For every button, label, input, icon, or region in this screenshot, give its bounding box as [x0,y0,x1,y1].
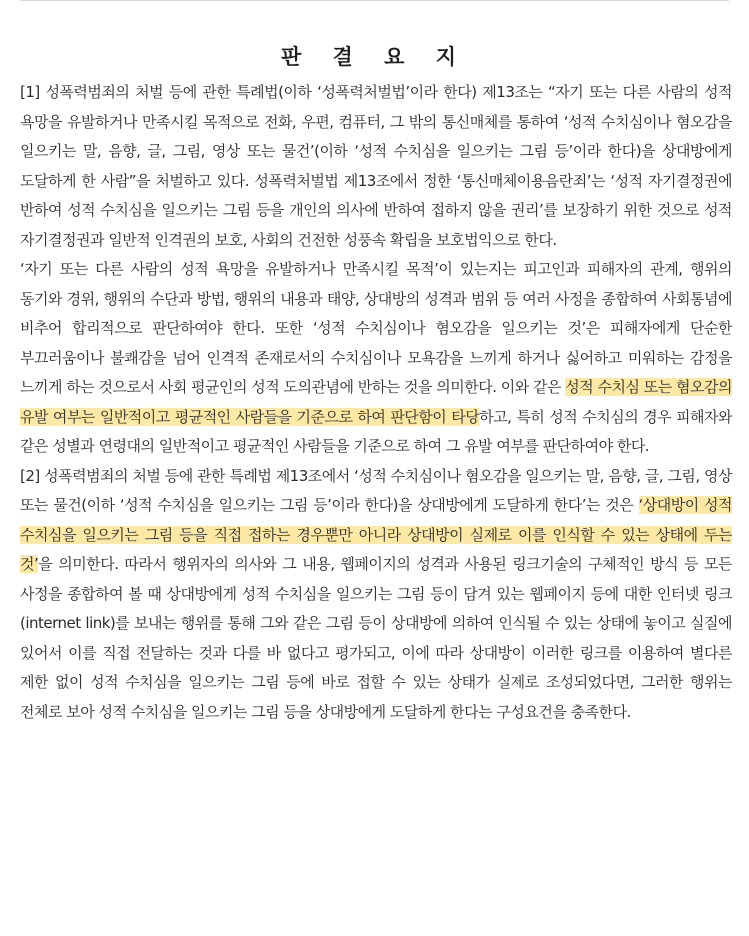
paragraph-text: 하고, 특히 성적 수치심의 경우 피해자와 같은 성별과 연령대의 일반적이고 평균적인 사람들을 기준으로 하여 그 유발 여부를 판단하여야 한다. [20,407,732,455]
highlighted-text: 성적 수치심 또는 혐오감의 유발 여부는 일반적이고 평균적인 사람들을 기준으로 하여 판단함이 타당 [20,378,732,426]
summary-paragraph-1 [20,78,732,255]
paragraph-text: [1] 성폭력범죄의 처벌 등에 관한 특례법(이하 ‘성폭력처벌법’이라 한다) 제13조는 “자기 또는 다른 사람의 성적 욕망을 유발하거나 만족시킬 목적으로 전화, 우편, 컴퓨터, 그 밖의 통신매체를 통하여 ‘성적 수치심이나 혐오감을 일으키는 말, 음향, 글, 그림, 영상 또는 물건’(이하 ‘성적 수치심을 일으키는 그림 등’이라 한다)을 상대방에게 도달하게 한 사람”을 처벌하고 있다. 성폭력처벌법 제13조에서 정한 ‘통신매체이용음란죄’는 ‘성적 자기결정권에 반하여 성적 수치심을 일으키는 그림 등을 개인의 의사에 반하여 접하지 않을 권리’를 보장하기 위한 것으로 성적 자기결정권과 일반적 인격권의 보호, 사회의 건전한 성풍속 확립을 보호법익으로 한다. [20,83,732,249]
paragraph-text: 을 의미한다. 따라서 행위자의 의사와 그 내용, 웹페이지의 성격과 사용된 링크기술의 구체적인 방식 등 모든 사정을 종합하여 볼 때 상대방에게 성적 수치심을 일으키는 그림 등이 담겨 있는 웹페이지 등에 대한 인터넷 링크(internet link)를 보내는 행위를 통해 그와 같은 그림 등이 상대방에 의하여 인식될 수 있는 상태에 놓이고 실질에 있어서 이를 직접 전달하는 것과 다를 바 없다고 평가되고, 이에 따라 상대방이 이러한 링크를 이용하여 별다른 제한 없이 성적 수치심을 일으키는 그림 등에 바로 접할 수 있는 상태가 실제로 조성되었다면, 그러한 행위는 전체로 보아 성적 수치심을 일으키는 그림 등을 상대방에게 도달하게 한다는 구성요건을 충족한다. [20,555,732,721]
top-divider [20,0,729,1]
summary-paragraph-3 [20,462,732,728]
judgment-summary-body [20,78,732,727]
page-title: 판 결 요 지 [280,45,469,70]
paragraph-text: [2] 성폭력범죄의 처벌 등에 관한 특례법 제13조에서 ‘성적 수치심이나 혐오감을 일으키는 말, 음향, 글, 그림, 영상 또는 물건(이하 ‘성적 수치심을 일으키는 그림 등’이라 한다)을 상대방에게 도달하게 한다’는 것은 [20,466,732,514]
summary-paragraph-2 [20,255,732,462]
highlighted-text: ‘상대방이 성적 수치심을 일으키는 그림 등을 직접 접하는 경우뿐만 아니라 상대방이 실제로 이를 인식할 수 있는 상태에 두는 것’ [20,496,732,573]
paragraph-text: ‘자기 또는 다른 사람의 성적 욕망을 유발하거나 만족시킬 목적’이 있는지는 피고인과 피해자의 관계, 행위의 동기와 경위, 행위의 수단과 방법, 행위의 내용과 태양, 상대방의 성격과 범위 등 여러 사정을 종합하여 사회통념에 비추어 합리적으로 판단하여야 한다. 또한 ‘성적 수치심이나 혐오감을 일으키는 것’은 피해자에게 단순한 부끄러움이나 불쾌감을 넘어 인격적 존재로서의 수치심이나 모욕감을 느끼게 하거나 싫어하고 미워하는 감정을 느끼게 하는 것으로서 사회 평균인의 성적 도의관념에 반하는 것을 의미한다. 이와 같은 [20,260,732,396]
